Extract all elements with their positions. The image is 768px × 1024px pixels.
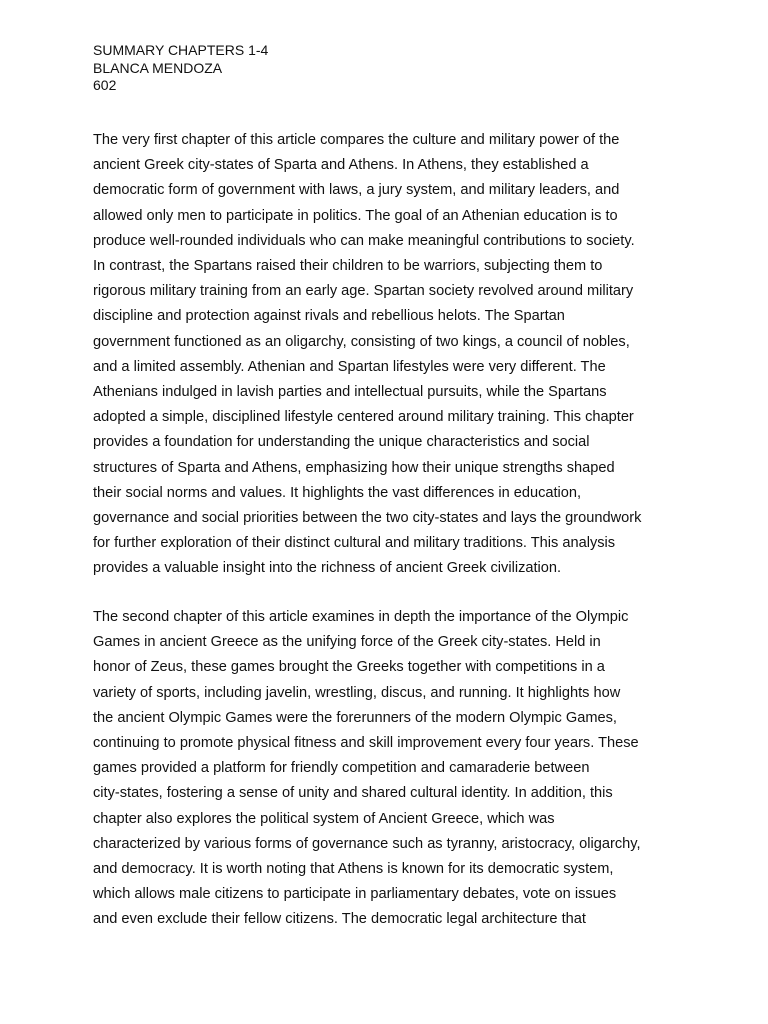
paragraph-chapter-1: [93, 128, 641, 582]
document-title: SUMMARY CHAPTERS 1-4: [93, 42, 269, 58]
text-line: democratic form of government with laws, a jury system, and military leaders, and: [93, 182, 620, 199]
paragraph-chapter-2: [93, 605, 641, 933]
text-line: Games in ancient Greece as the unifying force of the Greek city-states. Held in: [93, 634, 601, 651]
text-line: variety of sports, including javelin, wrestling, discus, and running. It highlights how: [93, 684, 621, 701]
author-name: BLANCA MENDOZA: [93, 59, 223, 76]
text-line: The very first chapter of this article compares the culture and military power of the: [93, 132, 620, 148]
text-line: continuing to promote physical fitness and skill improvement every four years. These: [93, 735, 639, 752]
text-line: rigorous military training from an early age. Spartan society revolved around military: [93, 283, 634, 300]
text-line: provides a foundation for understanding the unique characteristics and social: [93, 434, 590, 451]
text-line: ancient Greek city-states of Sparta and Athens. In Athens, they established a: [93, 157, 589, 174]
text-line: and democracy. It is worth noting that Athens is known for its democratic system,: [93, 861, 614, 878]
text-line: which allows male citizens to participate in parliamentary debates, vote on issues: [93, 886, 617, 903]
text-line: their social norms and values. It highlights the vast differences in education,: [93, 484, 582, 501]
text-line: characterized by various forms of governance such as tyranny, aristocracy, oligarchy,: [93, 835, 641, 852]
text-line: provides a valuable insight into the richness of ancient Greek civilization.: [93, 560, 562, 577]
text-line: for further exploration of their distinct cultural and military traditions. This analysis: [93, 535, 616, 552]
text-line: produce well-rounded individuals who can make meaningful contributions to society.: [93, 232, 635, 249]
class-number: 602: [93, 77, 117, 93]
document-header: [93, 42, 268, 95]
text-line: allowed only men to participate in politics. The goal of an Athenian education is to: [93, 207, 618, 224]
text-line: In contrast, the Spartans raised their children to be warriors, subjecting them to: [93, 258, 603, 275]
text-line: governance and social priorities between the two city-states and lays the groundwork: [93, 510, 642, 527]
text-line: chapter also explores the political system of Ancient Greece, which was: [93, 810, 555, 827]
text-line: Athenians indulged in lavish parties and intellectual pursuits, while the Spartans: [93, 384, 607, 401]
text-line: games provided a platform for friendly competition and camaraderie between: [93, 760, 590, 777]
text-line: the ancient Olympic Games were the forerunners of the modern Olympic Games,: [93, 709, 617, 726]
text-line: structures of Sparta and Athens, emphasizing how their unique strengths shaped: [93, 459, 615, 476]
text-line: government functioned as an oligarchy, consisting of two kings, a council of nobles,: [93, 333, 630, 350]
text-line: city-states, fostering a sense of unity and shared cultural identity. In addition, this: [93, 785, 613, 802]
text-line: and a limited assembly. Athenian and Spartan lifestyles were very different. The: [93, 358, 606, 375]
text-line: and even exclude their fellow citizens. The democratic legal architecture that: [93, 911, 586, 928]
text-line: The second chapter of this article examines in depth the importance of the Olympic: [93, 609, 629, 625]
text-line: honor of Zeus, these games brought the Greeks together with competitions in a: [93, 659, 605, 676]
text-line: discipline and protection against rivals and rebellious helots. The Spartan: [93, 308, 565, 325]
text-line: adopted a simple, disciplined lifestyle centered around military training. This chapter: [93, 409, 634, 426]
